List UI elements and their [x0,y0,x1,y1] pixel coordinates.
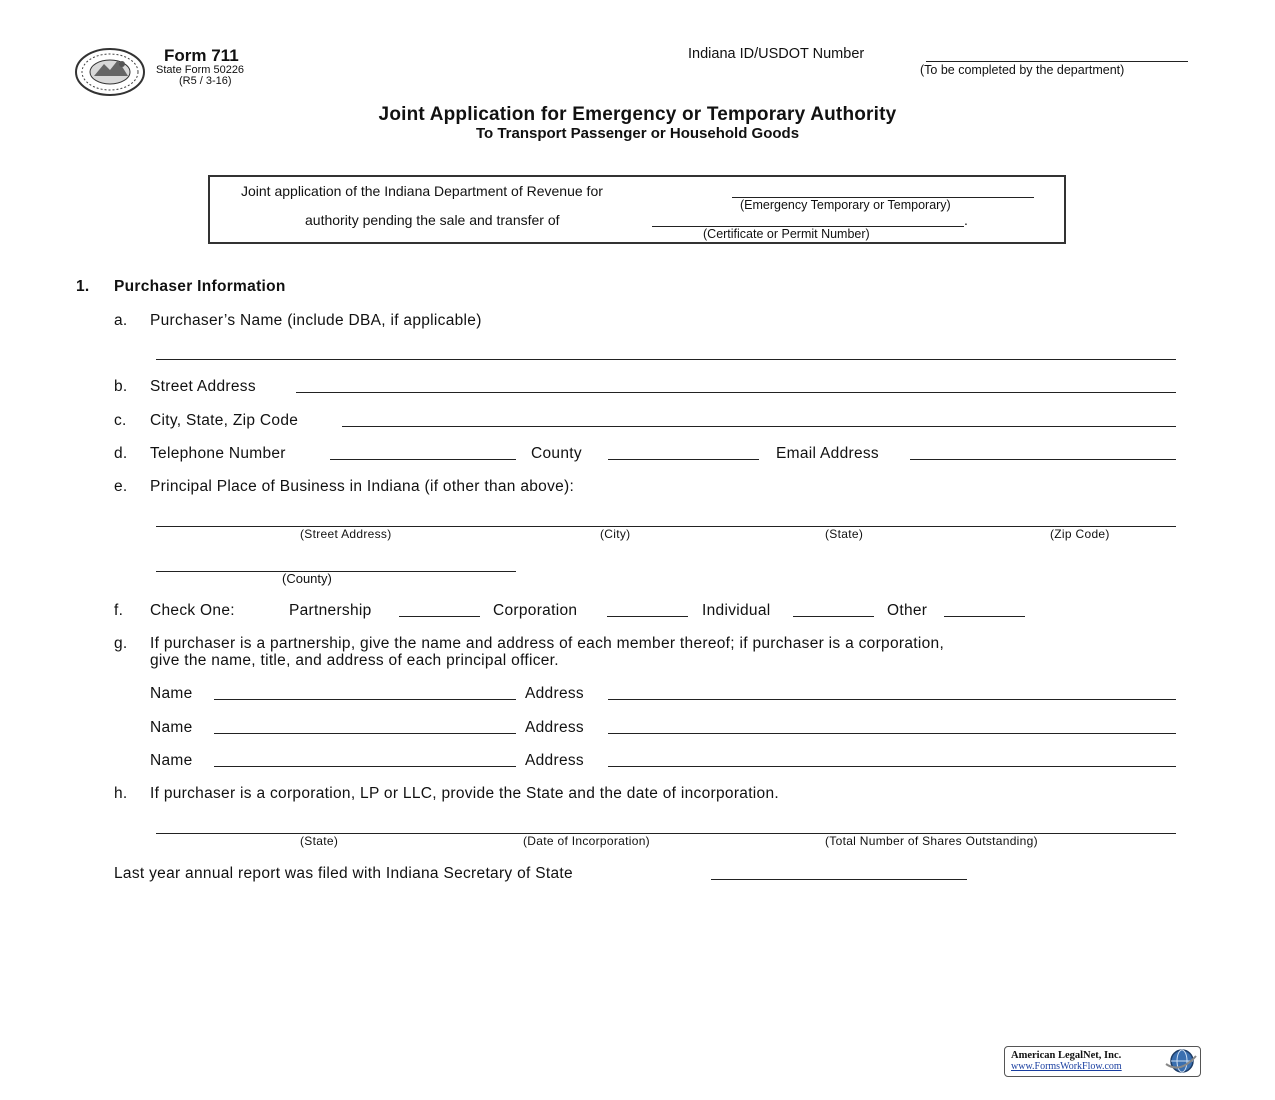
member-name-field[interactable] [214,733,516,734]
item-e-letter: e. [114,478,128,495]
member-name-label: Name [150,752,193,769]
annual-report-label: Last year annual report was filed with Indiana Secretary of State [114,865,573,882]
street-address-label: Street Address [150,378,256,395]
item-a-letter: a. [114,312,128,329]
legalnet-url[interactable]: www.FormsWorkFlow.com [1011,1061,1122,1072]
item-h-letter: h. [114,785,128,802]
principal-county-field[interactable] [156,571,516,572]
member-address-label: Address [525,685,584,702]
id-number-field[interactable] [926,61,1188,62]
county-label: County [531,445,582,462]
legalnet-brand: American LegalNet, Inc. [1011,1050,1122,1061]
item-f-letter: f. [114,602,124,619]
corporation-label: Corporation [493,602,578,619]
caption-zip-code: (Zip Code) [1050,527,1110,541]
other-checkline[interactable] [944,616,1025,617]
item-c-letter: c. [114,412,127,429]
street-address-field[interactable] [296,392,1176,393]
member-address-field[interactable] [608,766,1176,767]
individual-label: Individual [702,602,771,619]
individual-checkline[interactable] [793,616,874,617]
globe-icon [1162,1048,1198,1074]
state-seal-icon [74,48,146,96]
member-name-label: Name [150,719,193,736]
state-form-number: State Form 50226 [156,64,245,76]
item-g-letter: g. [114,635,128,652]
caption-incorp-date: (Date of Incorporation) [523,834,650,848]
member-name-label: Name [150,685,193,702]
member-address-label: Address [525,752,584,769]
caption-incorp-state: (State) [300,834,339,848]
caption-shares: (Total Number of Shares Outstanding) [825,834,1038,848]
section-number: 1. [76,278,90,295]
county-field[interactable] [608,459,759,460]
caption-county: (County) [282,571,332,586]
corporation-checkline[interactable] [607,616,688,617]
telephone-field[interactable] [330,459,516,460]
other-label: Other [887,602,928,619]
item-b-letter: b. [114,378,128,395]
member-address-field[interactable] [608,733,1176,734]
check-one-label: Check One: [150,602,235,619]
partnership-checkline[interactable] [399,616,480,617]
caption-state: (State) [825,527,864,541]
email-label: Email Address [776,445,879,462]
authority-type-caption: (Emergency Temporary or Temporary) [740,198,951,212]
id-number-note: (To be completed by the department) [920,63,1125,77]
caption-city: (City) [600,527,631,541]
form-title: Form 711 [164,46,239,65]
item-g-line1: If purchaser is a partnership, give the name and address of each member thereof; if purchaser is a corporation, [150,635,945,652]
permit-number-caption: (Certificate or Permit Number) [703,227,870,241]
principal-place-label: Principal Place of Business in Indiana (if other than above): [150,478,575,495]
page-title: Joint Application for Emergency or Temporary Authority [378,104,897,125]
member-address-field[interactable] [608,699,1176,700]
incorporation-label: If purchaser is a corporation, LP or LLC, provide the State and the date of incorporation. [150,785,779,802]
purchaser-name-field[interactable] [156,359,1176,360]
city-state-zip-label: City, State, Zip Code [150,412,299,429]
box-line1: Joint application of the Indiana Department of Revenue for [241,183,603,199]
section-title: Purchaser Information [114,278,286,295]
city-state-zip-field[interactable] [342,426,1176,427]
box-line2: authority pending the sale and transfer of [305,212,560,228]
member-name-field[interactable] [214,699,516,700]
purchaser-name-label: Purchaser’s Name (include DBA, if applicable) [150,312,482,329]
caption-street-address: (Street Address) [300,527,392,541]
box-line2-period: . [964,212,968,228]
partnership-label: Partnership [289,602,372,619]
id-number-label: Indiana ID/USDOT Number [688,46,865,62]
email-field[interactable] [910,459,1176,460]
member-address-label: Address [525,719,584,736]
page-subtitle: To Transport Passenger or Household Goods [475,125,800,142]
telephone-label: Telephone Number [150,445,286,462]
member-name-field[interactable] [214,766,516,767]
item-d-letter: d. [114,445,128,462]
item-g-line2: give the name, title, and address of each principal officer. [150,652,559,669]
annual-report-field[interactable] [711,879,967,880]
form-revision: (R5 / 3-16) [179,75,232,87]
